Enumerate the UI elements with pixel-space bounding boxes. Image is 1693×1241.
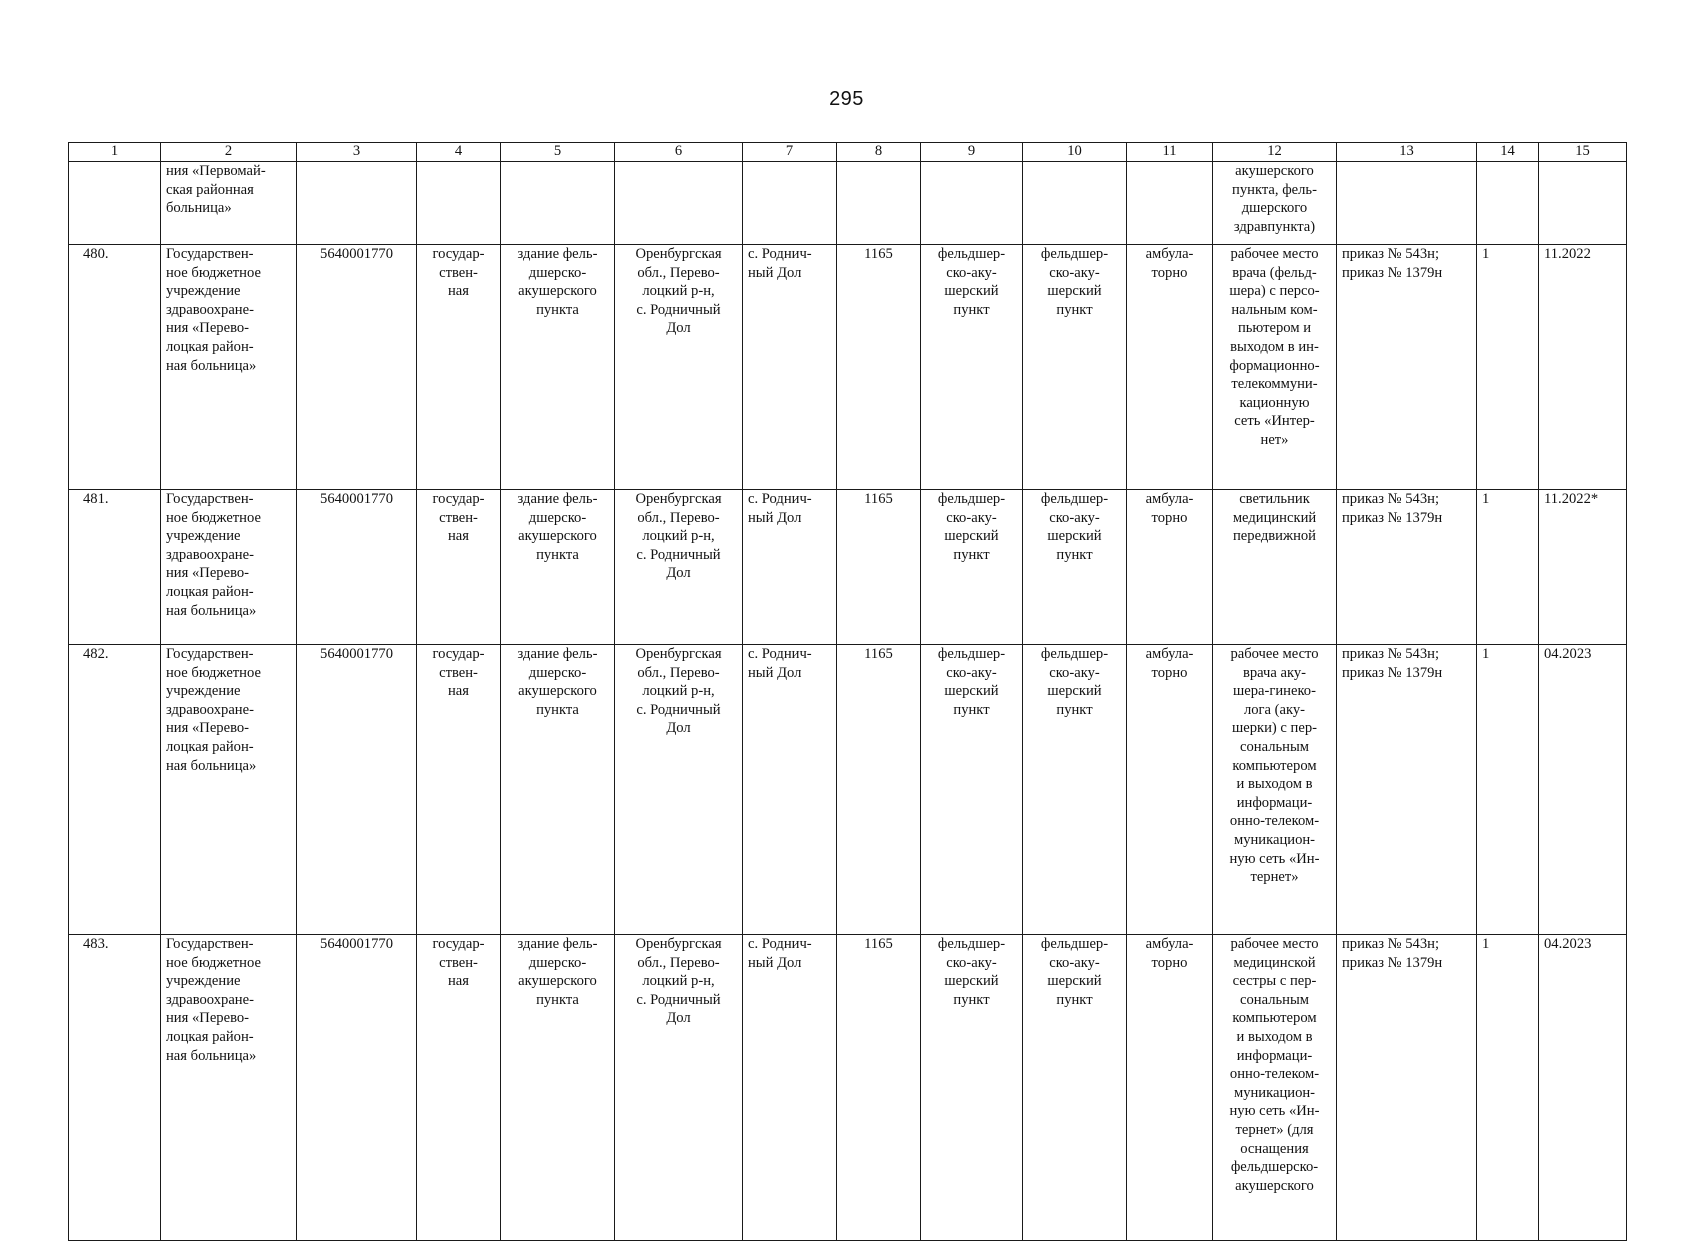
cell-col-13: приказ № 543н; приказ № 1379н xyxy=(1337,490,1477,645)
column-header-10: 10 xyxy=(1023,143,1127,162)
cell-col-11: амбула- торно xyxy=(1127,245,1213,490)
cell-col-3 xyxy=(297,162,417,245)
table-row xyxy=(69,935,1627,1241)
cell-col-1 xyxy=(69,162,161,245)
cell-col-10: фельдшер- ско-аку- шерский пункт xyxy=(1023,935,1127,1241)
cell-col-13 xyxy=(1337,162,1477,245)
table-row xyxy=(69,490,1627,645)
cell-col-15: 11.2022* xyxy=(1539,490,1627,645)
cell-col-13: приказ № 543н; приказ № 1379н xyxy=(1337,935,1477,1241)
cell-col-1: 480. xyxy=(69,245,161,490)
cell-col-11: амбула- торно xyxy=(1127,645,1213,935)
column-header-14: 14 xyxy=(1477,143,1539,162)
cell-col-11: амбула- торно xyxy=(1127,490,1213,645)
cell-col-2: ния «Первомай- ская районная больница» xyxy=(161,162,297,245)
column-header-2: 2 xyxy=(161,143,297,162)
cell-col-7: с. Роднич- ный Дол xyxy=(743,245,837,490)
cell-col-12: рабочее место врача аку- шера-гинеко- лога (аку- шерки) с пер- сональным компьютером и выходом в информаци- онно-телеком- муникацион- ную сеть «Ин- тернет» xyxy=(1213,645,1337,935)
column-header-9: 9 xyxy=(921,143,1023,162)
cell-col-9: фельдшер- ско-аку- шерский пункт xyxy=(921,645,1023,935)
table-row xyxy=(69,645,1627,935)
cell-col-1: 481. xyxy=(69,490,161,645)
cell-col-14: 1 xyxy=(1477,490,1539,645)
cell-col-5: здание фель- дшерско- акушерского пункта xyxy=(501,245,615,490)
cell-col-12: рабочее место медицинской сестры с пер- сональным компьютером и выходом в информаци- онно-телеком- муникацион- ную сеть «Ин- тернет» (для оснащения фельдшерско- акушерского xyxy=(1213,935,1337,1241)
cell-col-10: фельдшер- ско-аку- шерский пункт xyxy=(1023,245,1127,490)
cell-col-12: рабочее место врача (фельд- шера) с персо- нальным ком- пьютером и выходом в ин- формационно- телекоммуни- кационную сеть «Интер- нет» xyxy=(1213,245,1337,490)
table-row-continuation xyxy=(69,162,1627,245)
page-number: 295 xyxy=(829,88,864,110)
column-header-8: 8 xyxy=(837,143,921,162)
cell-col-14 xyxy=(1477,162,1539,245)
cell-col-2: Государствен- ное бюджетное учреждение здравоохране- ния «Перево- лоцкая район- ная больница» xyxy=(161,935,297,1241)
cell-col-5: здание фель- дшерско- акушерского пункта xyxy=(501,490,615,645)
cell-col-14: 1 xyxy=(1477,645,1539,935)
cell-col-12: акушерского пункта, фель- дшерского здравпункта) xyxy=(1213,162,1337,245)
cell-col-13: приказ № 543н; приказ № 1379н xyxy=(1337,645,1477,935)
cell-col-1: 483. xyxy=(69,935,161,1241)
table-header xyxy=(69,143,1627,162)
cell-col-8: 1165 xyxy=(837,645,921,935)
cell-col-15: 11.2022 xyxy=(1539,245,1627,490)
column-header-13: 13 xyxy=(1337,143,1477,162)
cell-col-2: Государствен- ное бюджетное учреждение здравоохране- ния «Перево- лоцкая район- ная больница» xyxy=(161,245,297,490)
cell-col-4: государ- ствен- ная xyxy=(417,490,501,645)
cell-col-9: фельдшер- ско-аку- шерский пункт xyxy=(921,935,1023,1241)
cell-col-3: 5640001770 xyxy=(297,935,417,1241)
cell-col-5 xyxy=(501,162,615,245)
cell-col-2: Государствен- ное бюджетное учреждение здравоохране- ния «Перево- лоцкая район- ная больница» xyxy=(161,645,297,935)
cell-col-9 xyxy=(921,162,1023,245)
cell-col-4 xyxy=(417,162,501,245)
cell-col-10: фельдшер- ско-аку- шерский пункт xyxy=(1023,490,1127,645)
cell-col-12: светильник медицинский передвижной xyxy=(1213,490,1337,645)
cell-col-7: с. Роднич- ный Дол xyxy=(743,645,837,935)
cell-col-10 xyxy=(1023,162,1127,245)
column-header-6: 6 xyxy=(615,143,743,162)
registry-table xyxy=(68,142,1627,1241)
cell-col-6 xyxy=(615,162,743,245)
cell-col-6: Оренбургская обл., Перево- лоцкий р-н, с. Родничный Дол xyxy=(615,645,743,935)
cell-col-8 xyxy=(837,162,921,245)
cell-col-15 xyxy=(1539,162,1627,245)
cell-col-6: Оренбургская обл., Перево- лоцкий р-н, с. Родничный Дол xyxy=(615,245,743,490)
column-header-15: 15 xyxy=(1539,143,1627,162)
cell-col-14: 1 xyxy=(1477,935,1539,1241)
cell-col-4: государ- ствен- ная xyxy=(417,645,501,935)
cell-col-11: амбула- торно xyxy=(1127,935,1213,1241)
cell-col-8: 1165 xyxy=(837,245,921,490)
column-header-5: 5 xyxy=(501,143,615,162)
cell-col-3: 5640001770 xyxy=(297,490,417,645)
table-row xyxy=(69,245,1627,490)
column-header-7: 7 xyxy=(743,143,837,162)
cell-col-15: 04.2023 xyxy=(1539,645,1627,935)
cell-col-7: с. Роднич- ный Дол xyxy=(743,935,837,1241)
cell-col-10: фельдшер- ско-аку- шерский пункт xyxy=(1023,645,1127,935)
table-body xyxy=(69,162,1627,1241)
cell-col-8: 1165 xyxy=(837,935,921,1241)
cell-col-6: Оренбургская обл., Перево- лоцкий р-н, с. Родничный Дол xyxy=(615,935,743,1241)
cell-col-13: приказ № 543н; приказ № 1379н xyxy=(1337,245,1477,490)
cell-col-5: здание фель- дшерско- акушерского пункта xyxy=(501,935,615,1241)
cell-col-8: 1165 xyxy=(837,490,921,645)
cell-col-2: Государствен- ное бюджетное учреждение здравоохране- ния «Перево- лоцкая район- ная больница» xyxy=(161,490,297,645)
cell-col-3: 5640001770 xyxy=(297,245,417,490)
cell-col-5: здание фель- дшерско- акушерского пункта xyxy=(501,645,615,935)
cell-col-14: 1 xyxy=(1477,245,1539,490)
column-header-12: 12 xyxy=(1213,143,1337,162)
cell-col-4: государ- ствен- ная xyxy=(417,245,501,490)
cell-col-15: 04.2023 xyxy=(1539,935,1627,1241)
cell-col-7 xyxy=(743,162,837,245)
column-header-4: 4 xyxy=(417,143,501,162)
cell-col-9: фельдшер- ско-аку- шерский пункт xyxy=(921,245,1023,490)
cell-col-1: 482. xyxy=(69,645,161,935)
column-number-row xyxy=(69,143,1627,162)
cell-col-6: Оренбургская обл., Перево- лоцкий р-н, с. Родничный Дол xyxy=(615,490,743,645)
cell-col-4: государ- ствен- ная xyxy=(417,935,501,1241)
cell-col-3: 5640001770 xyxy=(297,645,417,935)
column-header-11: 11 xyxy=(1127,143,1213,162)
cell-col-7: с. Роднич- ный Дол xyxy=(743,490,837,645)
cell-col-9: фельдшер- ско-аку- шерский пункт xyxy=(921,490,1023,645)
column-header-1: 1 xyxy=(69,143,161,162)
cell-col-11 xyxy=(1127,162,1213,245)
column-header-3: 3 xyxy=(297,143,417,162)
